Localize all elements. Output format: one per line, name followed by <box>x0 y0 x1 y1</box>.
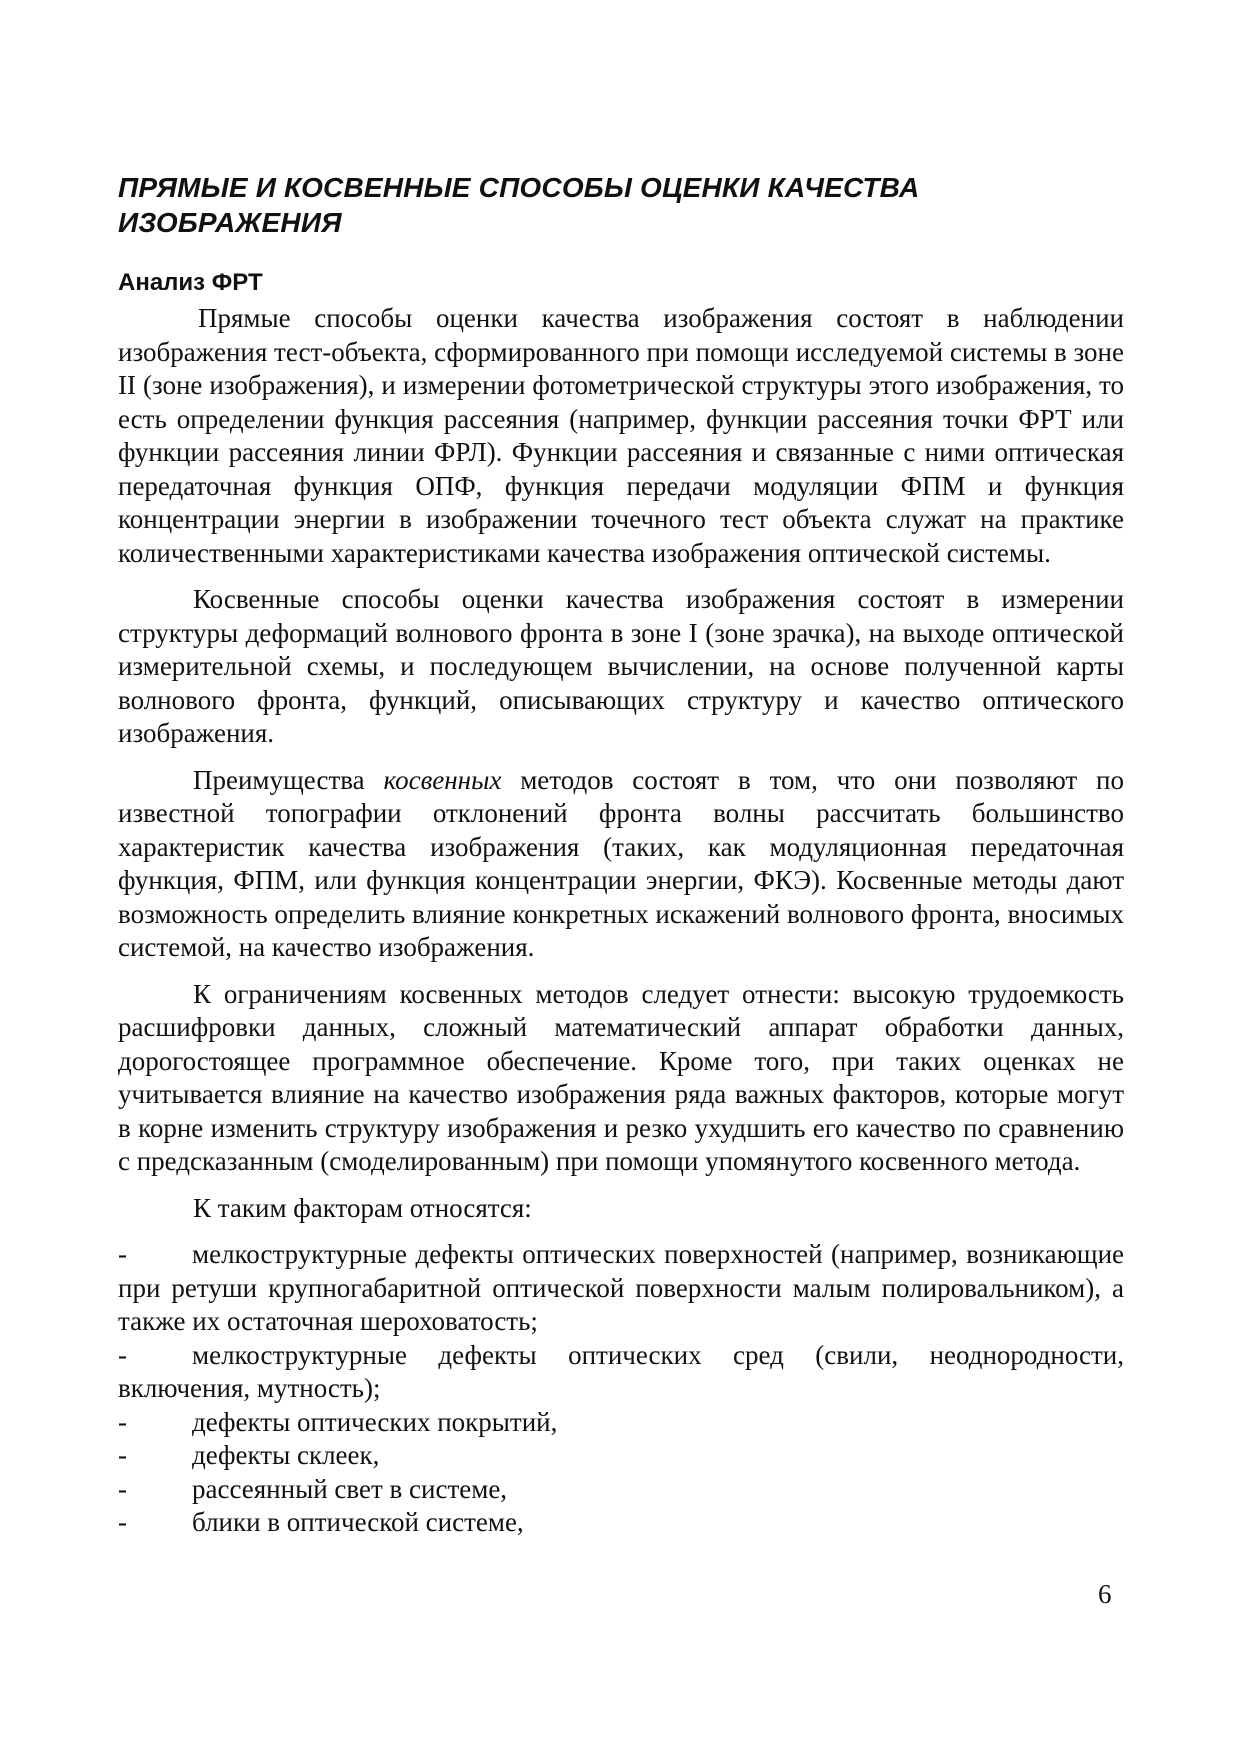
list-item-text: рассеянный свет в системе, <box>192 1473 508 1504</box>
list-item-text: блики в оптической системе, <box>192 1507 524 1537</box>
factors-list <box>118 1238 1124 1540</box>
advantages-text-end: методов состоят в том, что они позволяют по известной топографии отклонений фронта волны рассчитать большинство характеристик качества изображения (таких, как модуляционная передаточная функция, ФПМ, или функция концентрации энергии, ФКЭ). Косвенные методы дают возможность определить влияние конкретных искажений волнового фронта, вносимых системой, на качество изображения. <box>118 764 1124 962</box>
paragraph-factors-intro: К таким факторам относятся: <box>193 1192 532 1223</box>
list-dash: - <box>118 1339 127 1370</box>
list-item-text: дефекты склеек, <box>192 1440 380 1470</box>
paragraph-indirect-methods: Косвенные способы оценки качества изображения состоят в измерении структуры деформаций волнового фронта в зоне I (зоне зрачка), на выходе оптической измерительной схемы, и последующем вычислении, на основе полученной карты волнового фронта, функций, описывающих структуру и качество оптического изображения. <box>118 584 1124 748</box>
list-dash: - <box>118 1406 127 1437</box>
advantages-text-start: Преимущества <box>193 764 384 795</box>
section-title: ПРЯМЫЕ И КОСВЕННЫЕ СПОСОБЫ ОЦЕНКИ КАЧЕСТВА ИЗОБРАЖЕНИЯ <box>118 172 920 238</box>
list-item-text: мелкоструктурные дефекты оптических поверхностей (например, возникающие при ретуши крупногабаритной оптической поверхности малым полировальником), а также их остаточная шероховатость; <box>118 1239 1124 1336</box>
list-dash: - <box>118 1507 127 1537</box>
list-dash: - <box>118 1239 127 1269</box>
paragraph-direct-methods: Прямые способы оценки качества изображения состоят в наблюдении изображения тест-объекта, сформированного при помощи исследуемой системы в зоне II (зоне изображения), и измерении фотометрической структуры этого изображения, то есть определении функция рассеяния (например, функции рассеяния точки ФРТ или функции рассеяния линии ФРЛ). Функции рассеяния и связанные с ними оптическая передаточная функция ОПФ, функция передачи модуляции ФПМ и функция концентрации энергии в изображении точечного тест объекта служат на практике количественными характеристиками качества изображения оптической системы. <box>118 303 1124 568</box>
page-number: 6 <box>1098 1579 1112 1609</box>
list-dash: - <box>118 1473 127 1504</box>
list-item <box>118 1238 1124 1339</box>
list-item <box>118 1339 1124 1406</box>
paragraph-advantages <box>118 764 1124 965</box>
subsection-title: Анализ ФРТ <box>118 269 263 296</box>
list-item <box>118 1506 1124 1540</box>
paragraph-limitations: К ограничениям косвенных методов следует отнести: высокую трудоемкость расшифровки данных, сложный математический аппарат обработки данных, дорогостоящее программное обеспечение. Кроме того, при таких оценках не учитывается влияние на качество изображения ряда важных факторов, которые могут в корне изменить структуру изображения и резко ухудшить его качество по сравнению с предсказанным (смоделированным) при помощи упомянутого косвенного метода. <box>118 978 1124 1176</box>
document-page <box>118 170 1124 1540</box>
list-item <box>118 1473 1124 1507</box>
advantages-emphasis: косвенных <box>383 764 502 795</box>
list-item-text: мелкоструктурные дефекты оптических сред (свили, неоднородности, включения, мутность); <box>118 1339 1124 1403</box>
list-dash: - <box>118 1440 127 1470</box>
list-item <box>118 1406 1124 1440</box>
list-item-text: дефекты оптических покрытий, <box>192 1406 558 1437</box>
list-item <box>118 1439 1124 1473</box>
